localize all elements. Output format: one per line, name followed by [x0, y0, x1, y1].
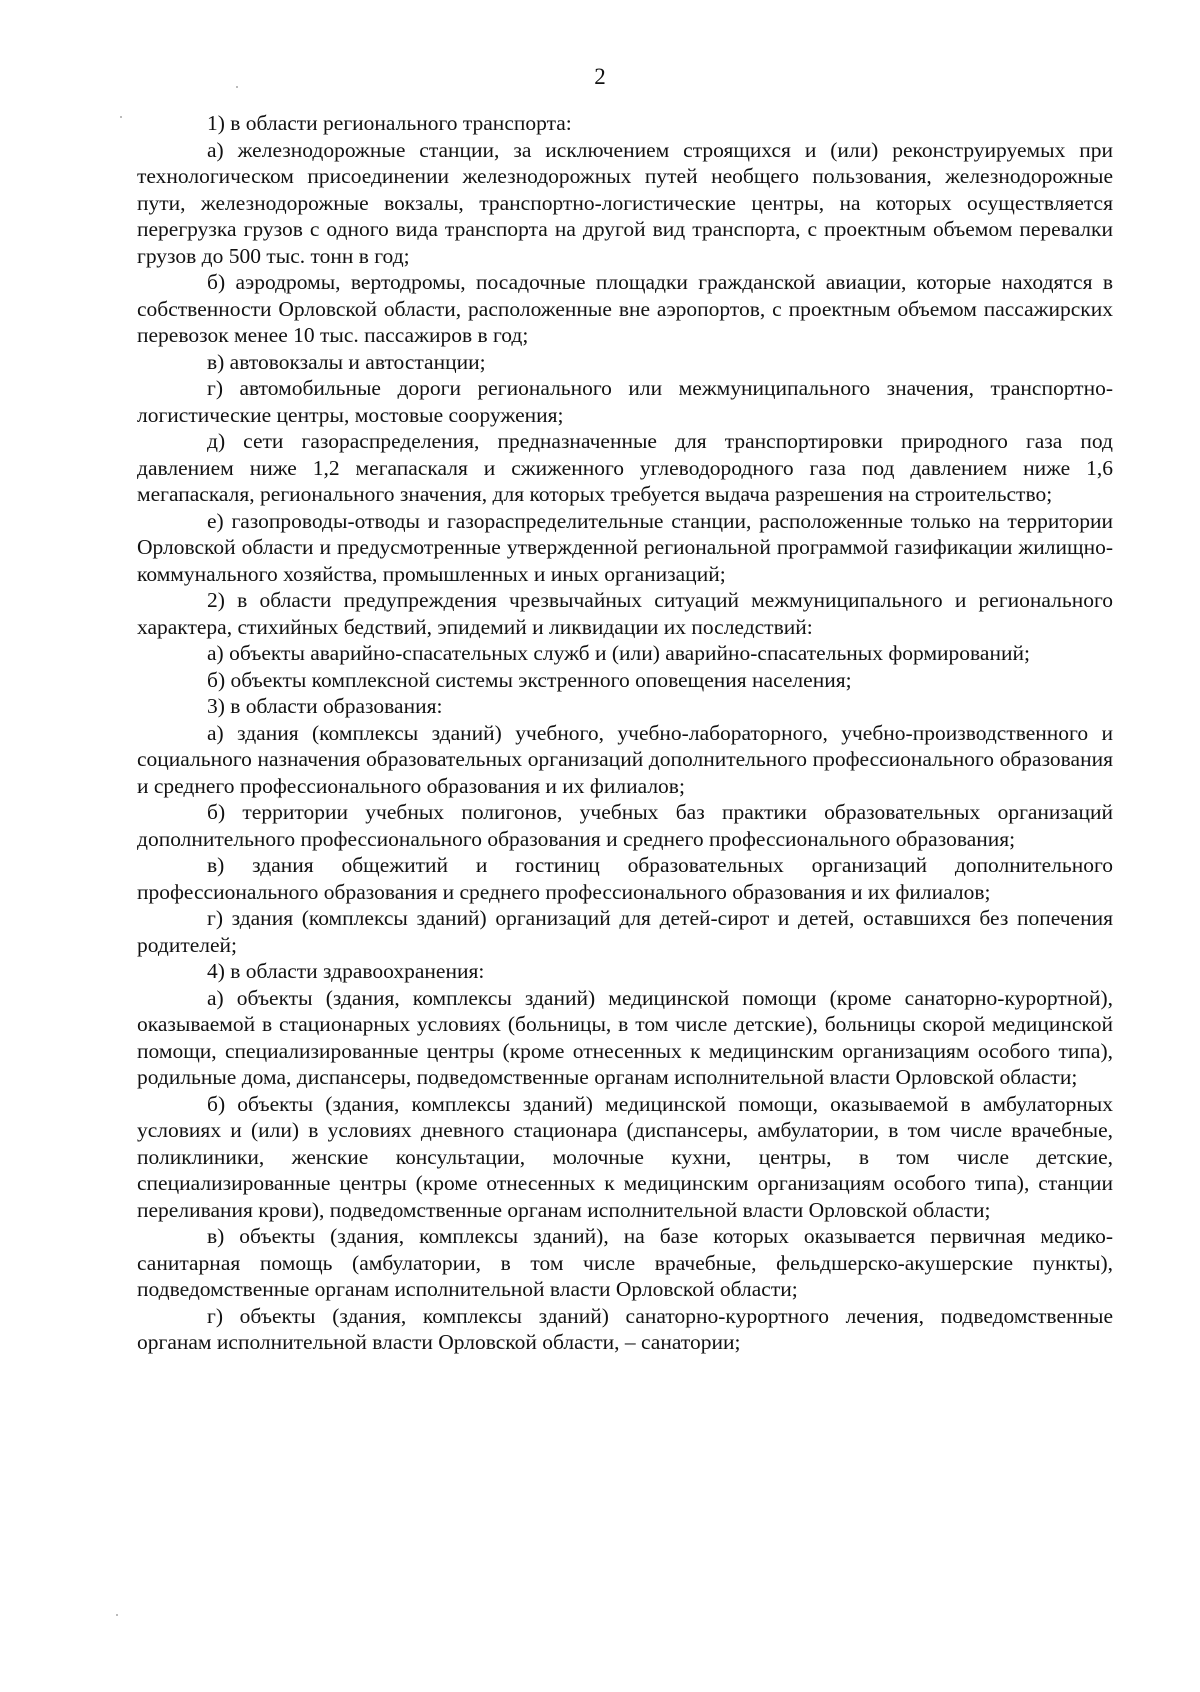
- paragraph: в) объекты (здания, комплексы зданий), на базе которых оказывается первичная медико-санитарная помощь (амбулатории, в том числе врачебные, фельдшерско-акушерские пункты), подведомственные органам исполнительной власти Орловской области;: [137, 1224, 1113, 1301]
- scan-speck: [120, 116, 122, 118]
- paragraph: в) автовокзалы и автостанции;: [207, 349, 486, 374]
- paragraph: г) объекты (здания, комплексы зданий) санаторно-курортного лечения, подведомственные органам исполнительной власти Орловской области, – санатории;: [137, 1303, 1113, 1354]
- paragraph: 1) в области регионального транспорта:: [207, 111, 572, 135]
- paragraph: б) аэродромы, вертодромы, посадочные площадки гражданской авиации, которые находятся в собственности Орловской области, расположенные вне аэропортов, с проектным объемом пассажирских перевозок менее 10 тыс. пассажиров в год;: [137, 270, 1113, 347]
- paragraph: 2) в области предупреждения чрезвычайных ситуаций межмуниципального и регионального характера, стихийных бедствий, эпидемий и ликвидации их последствий:: [137, 588, 1113, 639]
- paragraph: б) территории учебных полигонов, учебных баз практики образовательных организаций дополнительного профессионального образования и среднего профессионального образования;: [137, 800, 1113, 851]
- paragraph: в) здания общежитий и гостиниц образовательных организаций дополнительного профессионального образования и среднего профессионального образования и их филиалов;: [137, 853, 1113, 904]
- page-number: 2: [594, 64, 606, 89]
- paragraph: б) объекты (здания, комплексы зданий) медицинской помощи, оказываемой в амбулаторных условиях и (или) в условиях дневного стационара (диспансеры, амбулатории, в том числе врачебные, поликлиники, женские консультации, молочные кухни, центры, в том числе детские, специализированные центры (кроме отнесенных к медицинским организациям особого типа), станции переливания крови), подведомственные органам исполнительной власти Орловской области;: [137, 1091, 1113, 1222]
- paragraph: а) объекты (здания, комплексы зданий) медицинской помощи (кроме санаторно-курортной), оказываемой в стационарных условиях (больницы, в том числе детские), больницы скорой медицинской помощи, специализированные центры (кроме отнесенных к медицинским организациям особого типа), родильные дома, диспансеры, подведомственные органам исполнительной власти Орловской области;: [137, 985, 1113, 1089]
- paragraph: 4) в области здравоохранения:: [207, 959, 485, 983]
- document-body: [137, 110, 1113, 1356]
- paragraph: а) железнодорожные станции, за исключением строящихся и (или) реконструируемых при технологическом присоединении железнодорожных путей необщего пользования, железнодорожные пути, железнодорожные вокзалы, транспортно-логистические центры, на которых осуществляется перегрузка грузов с одного вида транспорта на другой вид транспорта, с проектным объемом перевалки грузов до 500 тыс. тонн в год;: [137, 137, 1113, 268]
- paragraph: а) здания (комплексы зданий) учебного, учебно-лабораторного, учебно-производственного и социального назначения образовательных организаций дополнительного профессионального образования и среднего профессионального образования и их филиалов;: [137, 720, 1113, 798]
- scan-speck: [116, 1614, 118, 1616]
- paragraph: д) сети газораспределения, предназначенные для транспортировки природного газа под давлением ниже 1,2 мегапаскаля и сжиженного углеводородного газа под давлением ниже 1,6 мегапаскаля, регионального значения, для которых требуется выдача разрешения на строительство;: [137, 429, 1113, 506]
- paragraph: 3) в области образования:: [207, 694, 443, 718]
- paragraph: г) здания (комплексы зданий) организаций для детей-сирот и детей, оставшихся без попечения родителей;: [137, 906, 1113, 957]
- paragraph: а) объекты аварийно-спасательных служб и (или) аварийно-спасательных формирований;: [207, 641, 1030, 665]
- paragraph: е) газопроводы-отводы и газораспределительные станции, расположенные только на территории Орловской области и предусмотренные утвержденной региональной программой газификации жилищно-коммунального хозяйства, промышленных и иных организаций;: [137, 508, 1113, 586]
- paragraph: г) автомобильные дороги регионального или межмуниципального значения, транспортно-логистические центры, мостовые сооружения;: [137, 376, 1113, 427]
- paragraph: б) объекты комплексной системы экстренного оповещения населения;: [207, 667, 852, 692]
